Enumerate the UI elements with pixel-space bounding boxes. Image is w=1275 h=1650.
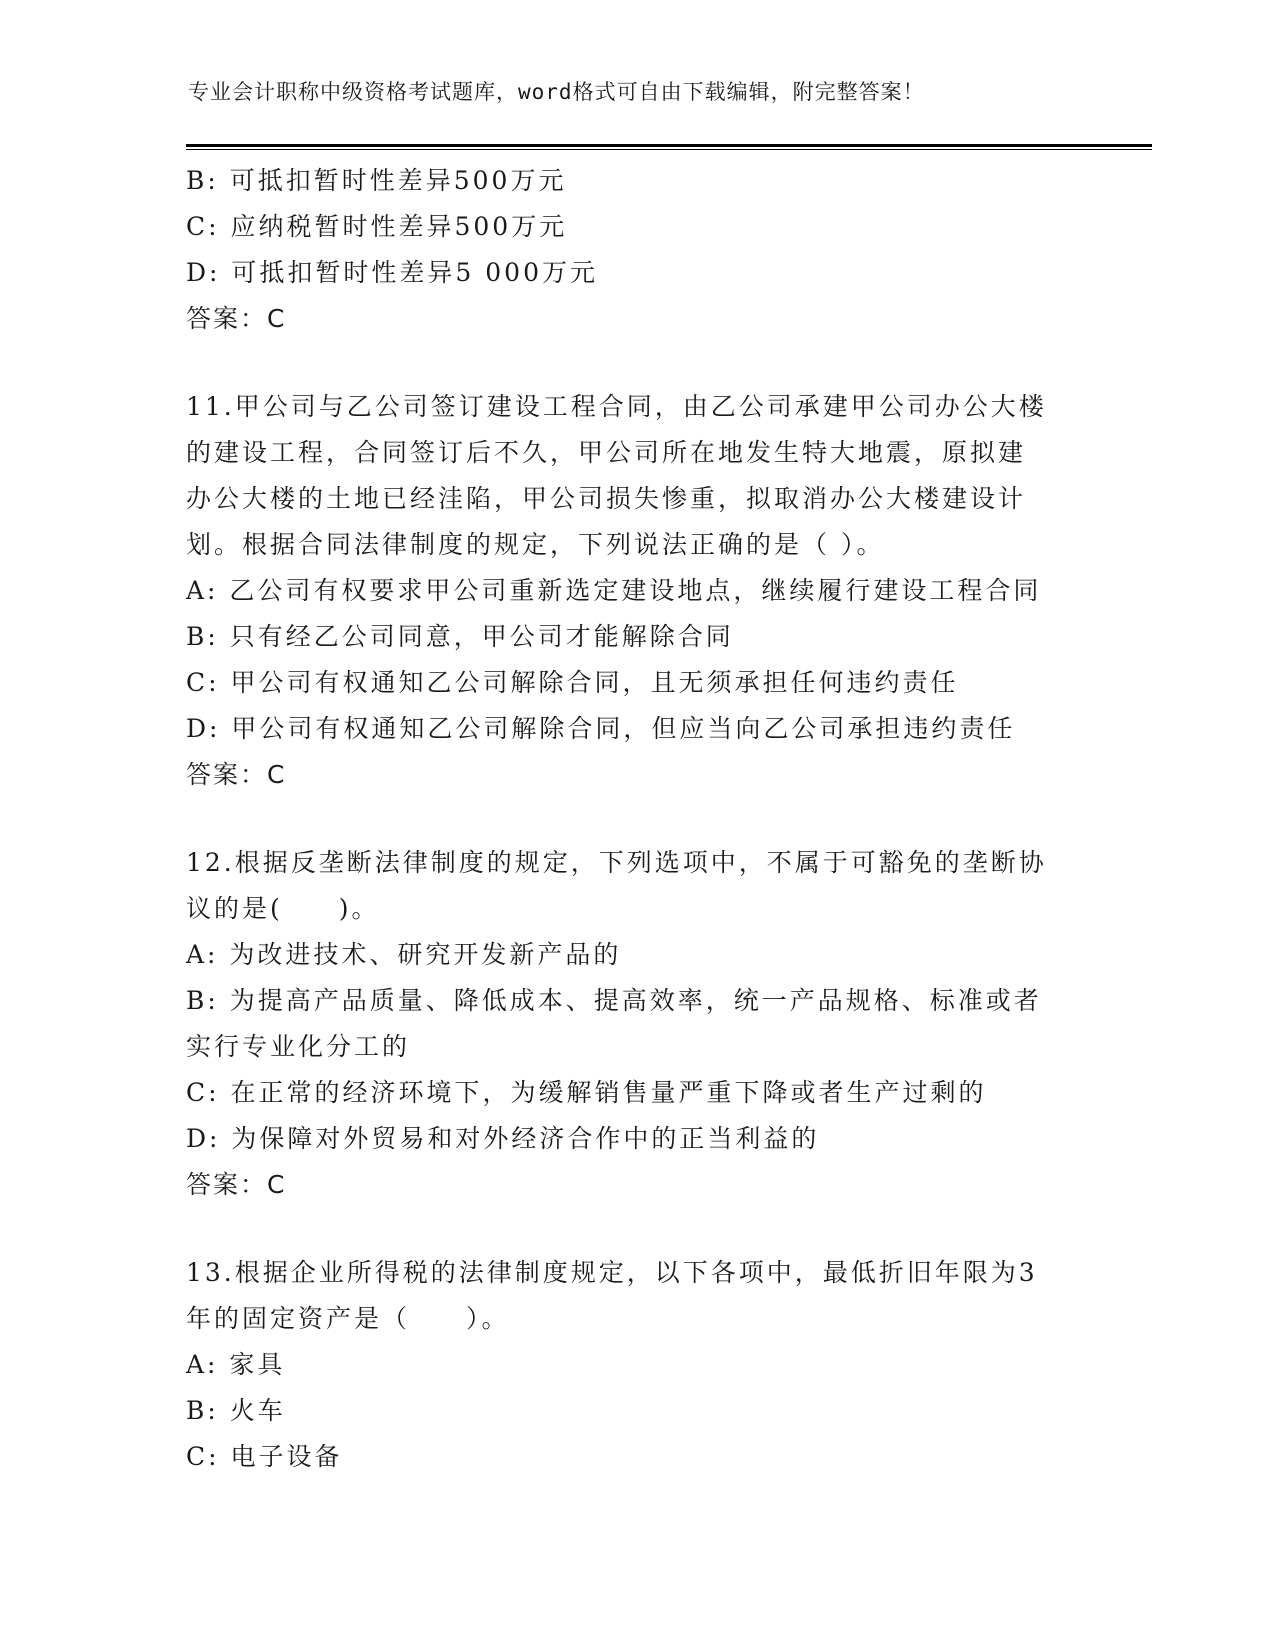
option-b: B: 火车	[186, 1396, 286, 1425]
answer: 答案：C	[186, 760, 287, 789]
question-stem-line: 议的是( )。	[186, 894, 380, 923]
option-a: A: 为改进技术、研究开发新产品的	[186, 940, 622, 969]
question-stem-line: 划。根据合同法律制度的规定，下列说法正确的是（ ）。	[186, 530, 885, 559]
question-stem-line: 12.根据反垄断法律制度的规定，下列选项中，不属于可豁免的垄断协	[186, 848, 1047, 877]
option-b: B: 为提高产品质量、降低成本、提高效率，统一产品规格、标准或者	[186, 986, 1042, 1015]
question-10-remainder	[186, 158, 1086, 342]
option-d: D: 为保障对外贸易和对外经济合作中的正当利益的	[186, 1124, 820, 1153]
option-b: B: 可抵扣暂时性差异500万元	[186, 166, 567, 195]
question-stem-line: 年的固定资产是（ ）。	[186, 1304, 510, 1333]
question-11	[186, 384, 1086, 798]
spacer	[186, 1208, 1086, 1250]
answer: 答案：C	[186, 304, 287, 333]
option-c: C: 在正常的经济环境下，为缓解销售量严重下降或者生产过剩的	[186, 1078, 987, 1107]
page-header: 专业会计职称中级资格考试题库，word格式可自由下载编辑，附完整答案！	[188, 80, 925, 104]
document-body	[186, 158, 1086, 1480]
option-d: D: 甲公司有权通知乙公司解除合同，但应当向乙公司承担违约责任	[186, 714, 1016, 743]
option-b: B: 只有经乙公司同意，甲公司才能解除合同	[186, 622, 734, 651]
question-stem-line: 11.甲公司与乙公司签订建设工程合同，由乙公司承建甲公司办公大楼	[186, 392, 1047, 421]
question-stem-line: 办公大楼的土地已经洼陷，甲公司损失惨重，拟取消办公大楼建设计	[186, 484, 1027, 513]
header-divider	[186, 144, 1152, 147]
option-d: D: 可抵扣暂时性差异5 000万元	[186, 258, 598, 287]
option-a: A: 家具	[186, 1350, 286, 1379]
answer: 答案：C	[186, 1170, 287, 1199]
question-stem-line: 的建设工程，合同签订后不久，甲公司所在地发生特大地震，原拟建	[186, 438, 1027, 467]
option-b-continued: 实行专业化分工的	[186, 1032, 411, 1061]
question-stem-line: 13.根据企业所得税的法律制度规定，以下各项中，最低折旧年限为3	[186, 1258, 1038, 1287]
question-13	[186, 1250, 1086, 1480]
option-c: C: 应纳税暂时性差异500万元	[186, 212, 568, 241]
question-12	[186, 840, 1086, 1208]
option-c: C: 电子设备	[186, 1442, 343, 1471]
header-divider-thin	[186, 149, 1152, 150]
option-c: C: 甲公司有权通知乙公司解除合同，且无须承担任何违约责任	[186, 668, 959, 697]
spacer	[186, 342, 1086, 384]
option-a: A: 乙公司有权要求甲公司重新选定建设地点，继续履行建设工程合同	[186, 576, 1042, 605]
spacer	[186, 798, 1086, 840]
